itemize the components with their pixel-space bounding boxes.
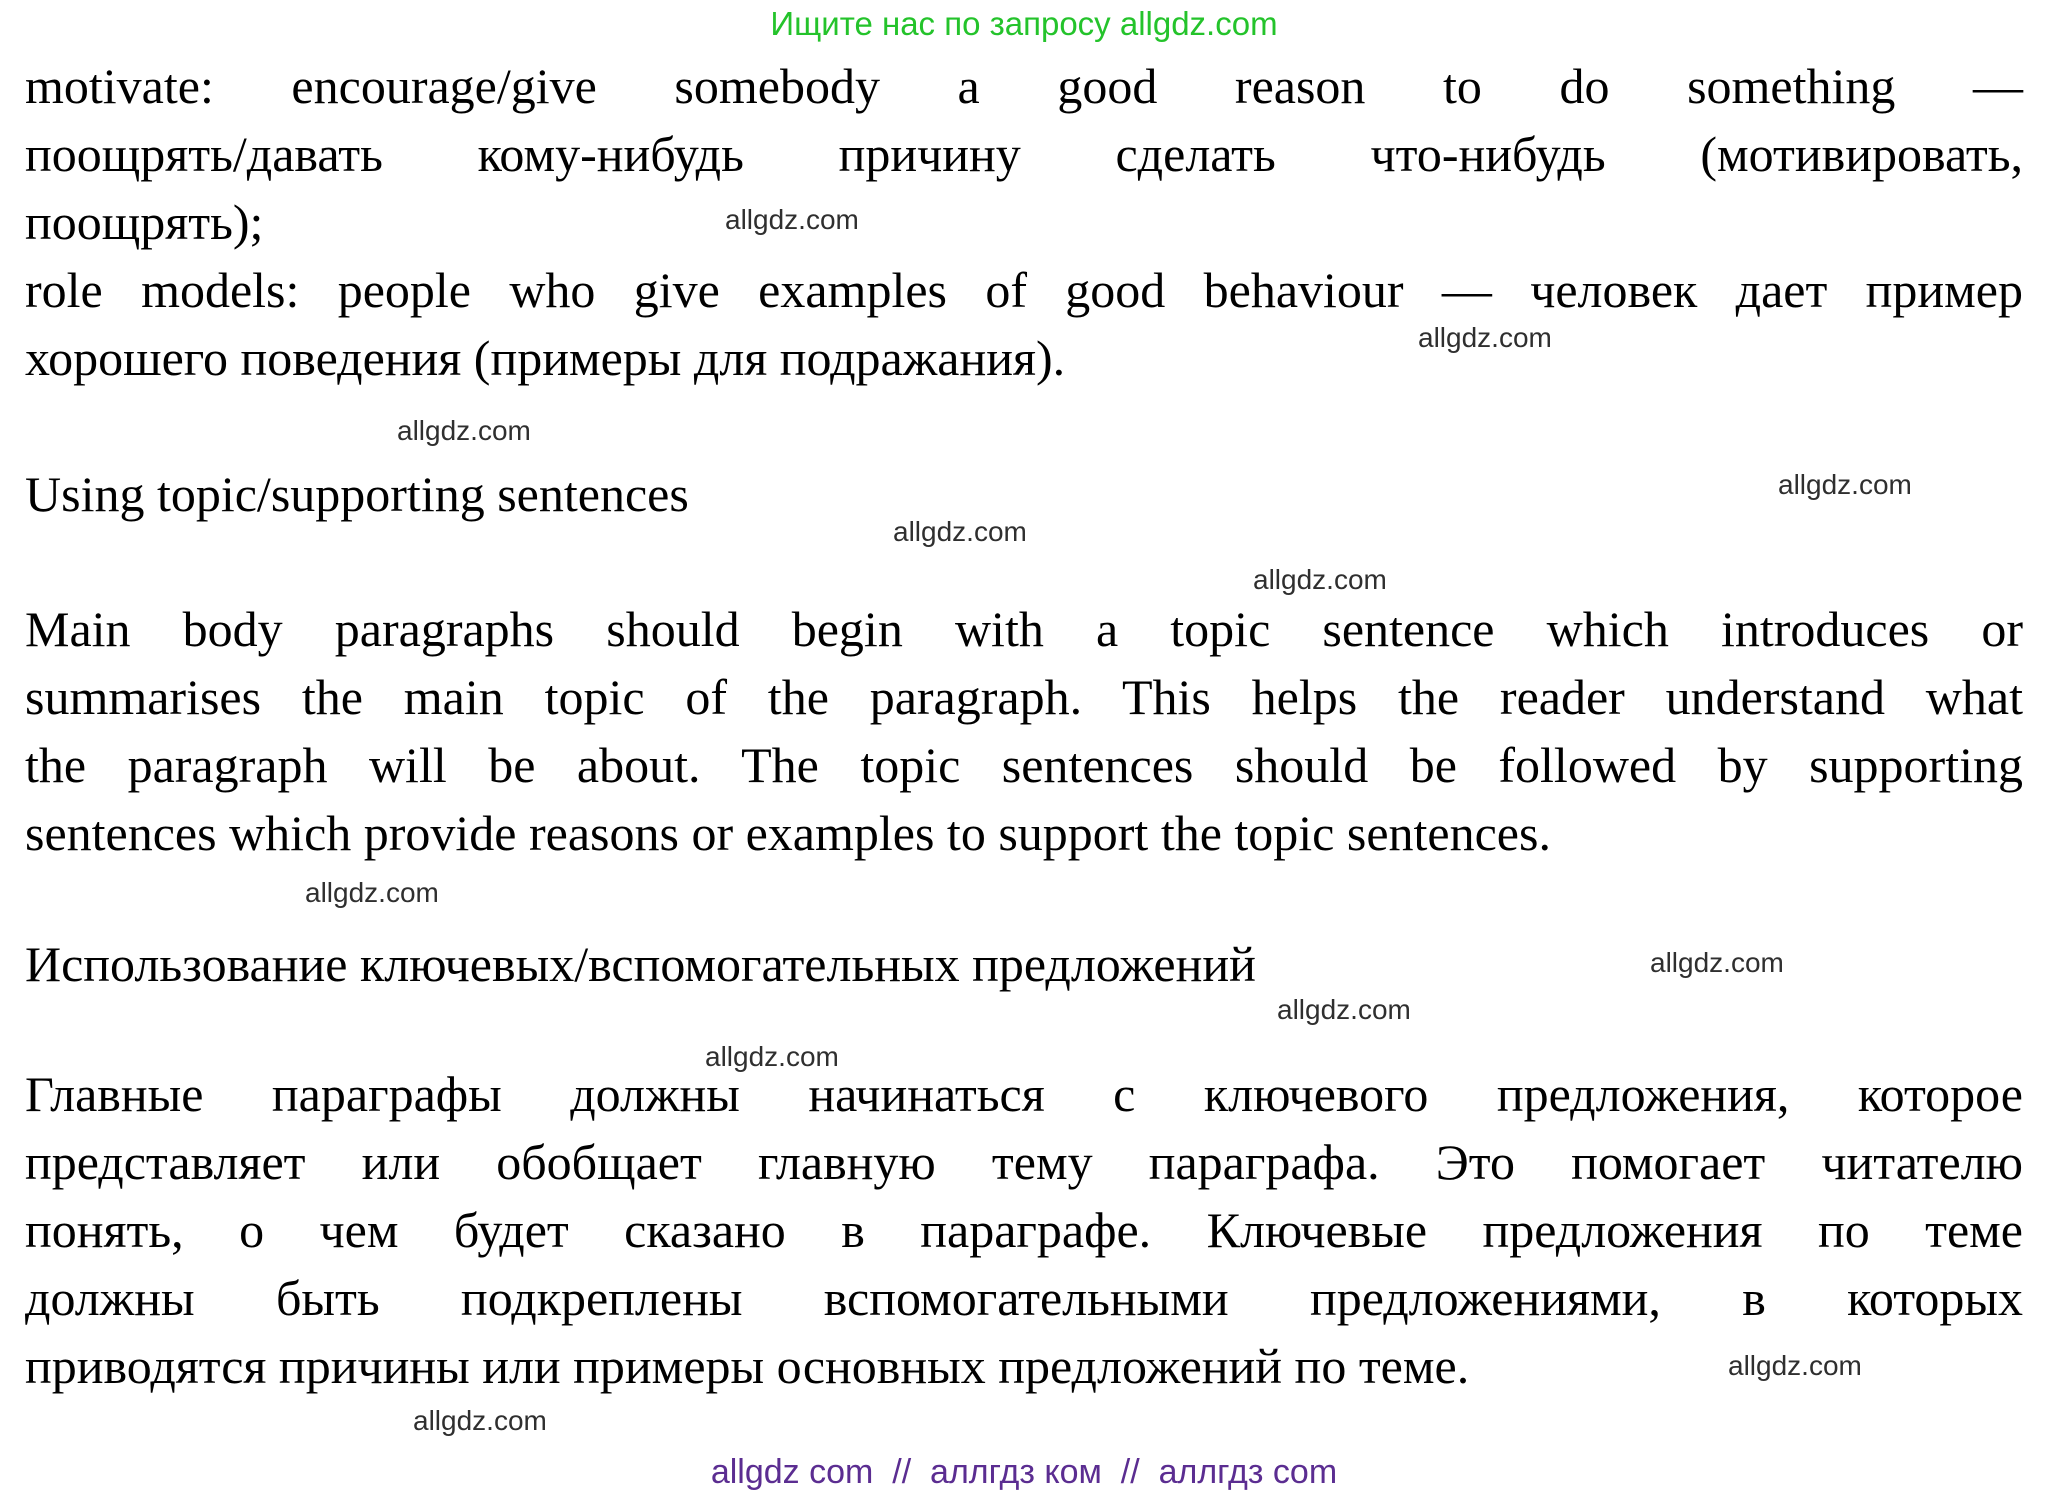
watermark: allgdz.com bbox=[725, 204, 859, 235]
paragraph-motivate bbox=[25, 52, 2023, 256]
watermark: allgdz.com bbox=[1778, 469, 1912, 500]
text-line: Главные параграфы должны начинаться с ключевого предложения, которое bbox=[25, 1066, 2023, 1122]
paragraph-main-body-ru bbox=[25, 1060, 2023, 1400]
watermark: allgdz.com bbox=[893, 516, 1027, 547]
footer-site-names: allgdz com // аллгдз ком // аллгдз com bbox=[710, 1453, 1338, 1491]
watermark: allgdz.com bbox=[1277, 994, 1411, 1025]
watermark: allgdz.com bbox=[413, 1405, 547, 1436]
text-line: motivate: encourage/give somebody a good reason to do something — bbox=[25, 58, 2023, 114]
section-heading-ru: Использование ключевых/вспомогательных предложений bbox=[25, 936, 1256, 992]
watermark: allgdz.com bbox=[397, 415, 531, 446]
watermark: allgdz.com bbox=[1650, 947, 1784, 978]
watermark: allgdz.com bbox=[1253, 564, 1387, 595]
text-line: поощрять); bbox=[25, 194, 264, 250]
text-line: понять, о чем будет сказано в параграфе. Ключевые предложения по теме bbox=[25, 1202, 2023, 1258]
text-line: summarises the main topic of the paragraph. This helps the reader understand what bbox=[25, 669, 2023, 725]
watermark: allgdz.com bbox=[705, 1041, 839, 1072]
promo-banner: Ищите нас по запросу allgdz.com bbox=[770, 5, 1278, 42]
text-line: хорошего поведения (примеры для подражания). bbox=[25, 330, 1066, 386]
watermark: allgdz.com bbox=[1418, 322, 1552, 353]
text-line: приводятся причины или примеры основных предложений по теме. bbox=[25, 1338, 1470, 1394]
text-line: поощрять/давать кому-нибудь причину сделать что-нибудь (мотивировать, bbox=[25, 126, 2023, 182]
section-heading-en: Using topic/supporting sentences bbox=[25, 466, 689, 522]
paragraph-role-models bbox=[25, 256, 2023, 392]
text-line: role models: people who give examples of good behaviour — человек дает пример bbox=[25, 262, 2023, 318]
text-line: должны быть подкреплены вспомогательными предложениями, в которых bbox=[25, 1270, 2023, 1326]
watermark: allgdz.com bbox=[1728, 1350, 1862, 1381]
text-line: Main body paragraphs should begin with a topic sentence which introduces or bbox=[25, 601, 2023, 657]
paragraph-main-body-en bbox=[25, 595, 2023, 867]
text-line: представляет или обобщает главную тему параграфа. Это помогает читателю bbox=[25, 1134, 2023, 1190]
watermark: allgdz.com bbox=[305, 877, 439, 908]
text-line: the paragraph will be about. The topic sentences should be followed by supporting bbox=[25, 737, 2023, 793]
text-line: sentences which provide reasons or examples to support the topic sentences. bbox=[25, 805, 1551, 861]
